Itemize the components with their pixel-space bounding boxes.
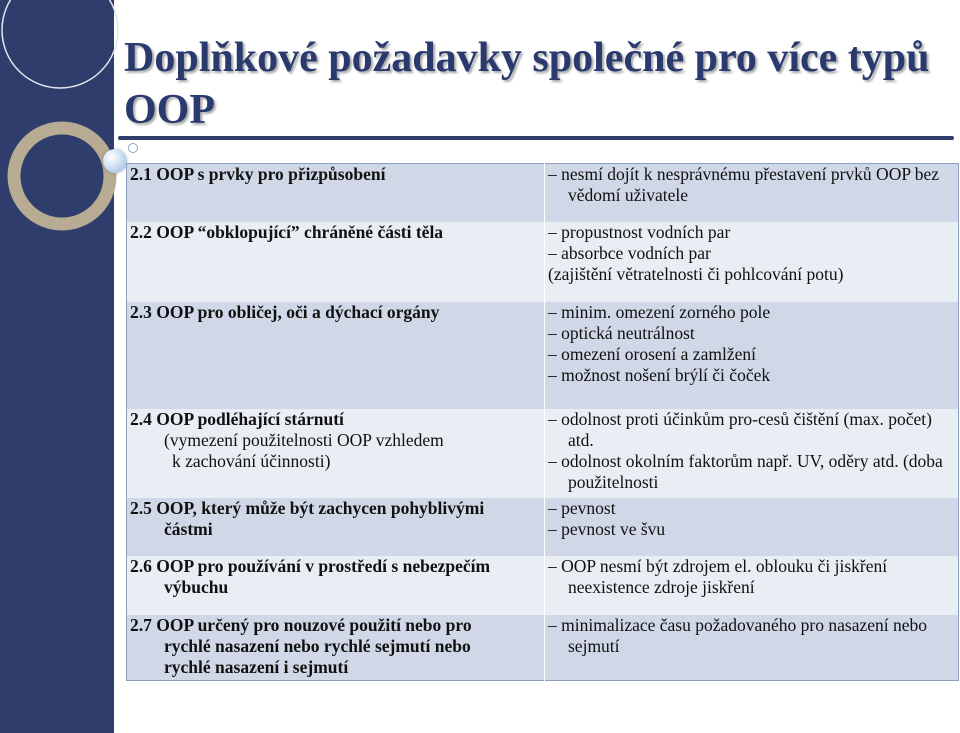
row-label-cell <box>127 498 545 556</box>
row-label-cell <box>127 222 545 302</box>
requirement-item: – omezení orosení a zamlžení <box>548 343 756 364</box>
requirements-table <box>126 163 959 681</box>
row-label-cell <box>127 164 545 222</box>
row-label: 2.5 OOP, který může být zachycen pohyblivými <box>130 497 485 518</box>
requirement-item: – optická neutrálnost <box>548 322 695 343</box>
underline-dot <box>128 143 138 153</box>
row-label: 2.4 OOP podléhající stárnutí <box>130 408 344 429</box>
table-row-2-7 <box>127 615 959 681</box>
requirement-item: – pevnost <box>548 497 616 518</box>
row-label: 2.7 OOP určený pro nouzové použití nebo pro <box>130 614 472 635</box>
row-label-continuation: rychlé nasazení nebo rychlé sejmutí nebo <box>164 635 471 656</box>
table-row-2-4 <box>127 409 959 498</box>
row-label-cell <box>127 556 545 615</box>
requirement-item: – absorbce vodních par <box>548 242 711 263</box>
thin-ring <box>2 0 118 88</box>
table-row-2-6 <box>127 556 959 615</box>
row-label-continuation: částmi <box>164 518 213 539</box>
requirement-note: (zajištění větratelnosti či pohlcování potu) <box>548 263 844 284</box>
title-underline <box>118 136 954 140</box>
slide-title: Doplňkové požadavky společné pro více typů OOP <box>124 35 930 133</box>
table-row-2-2 <box>127 222 959 302</box>
row-label-cell <box>127 409 545 498</box>
row-requirements-cell <box>545 164 959 222</box>
requirement-item: – pevnost ve švu <box>548 518 666 539</box>
row-label-continuation: rychlé nasazení i sejmutí <box>164 656 349 677</box>
row-requirements-cell <box>545 615 959 681</box>
requirement-item: – minim. omezení zorného pole <box>548 301 771 322</box>
requirement-item: – odolnost okolním faktorům např. UV, oděry atd. (doba použitelnosti <box>548 450 943 492</box>
table-row-2-3 <box>127 302 959 409</box>
table-row-2-5 <box>127 498 959 556</box>
requirement-item: – odolnost proti účinkům pro-cesů čištění (max. počet) atd. <box>548 408 932 450</box>
table-row-2-1 <box>127 164 959 222</box>
row-label-cell <box>127 615 545 681</box>
row-label: 2.2 OOP “obklopující” chráněné části těla <box>130 221 444 242</box>
row-label: 2.3 OOP pro obličej, oči a dýchací orgány <box>130 301 440 322</box>
requirement-item: – OOP nesmí být zdrojem el. oblouku či jiskření neexistence zdroje jiskření <box>548 555 888 597</box>
row-label: 2.6 OOP pro používání v prostředí s nebezpečím <box>130 555 491 576</box>
row-label-cell <box>127 302 545 409</box>
glossy-bubble <box>103 149 127 173</box>
row-label: 2.1 OOP s prvky pro přizpůsobení <box>130 164 386 184</box>
row-label-note: k zachování účinnosti) <box>172 450 331 471</box>
row-label-continuation: výbuchu <box>164 576 229 597</box>
tan-ring <box>14 128 110 224</box>
row-label-note: (vymezení použitelnosti OOP vzhledem <box>164 429 444 450</box>
row-requirements-cell <box>545 222 959 302</box>
row-requirements-cell <box>545 556 959 615</box>
requirement-item: – nesmí dojít k nesprávnému přestavení prvků OOP bez vědomí uživatele <box>548 164 940 205</box>
requirement-item: – možnost nošení brýlí či čoček <box>548 364 771 385</box>
row-requirements-cell <box>545 302 959 409</box>
row-requirements-cell <box>545 498 959 556</box>
requirement-item: – propustnost vodních par <box>548 221 731 242</box>
row-requirements-cell <box>545 409 959 498</box>
requirement-item: – minimalizace času požadovaného pro nasazení nebo sejmutí <box>548 614 928 656</box>
